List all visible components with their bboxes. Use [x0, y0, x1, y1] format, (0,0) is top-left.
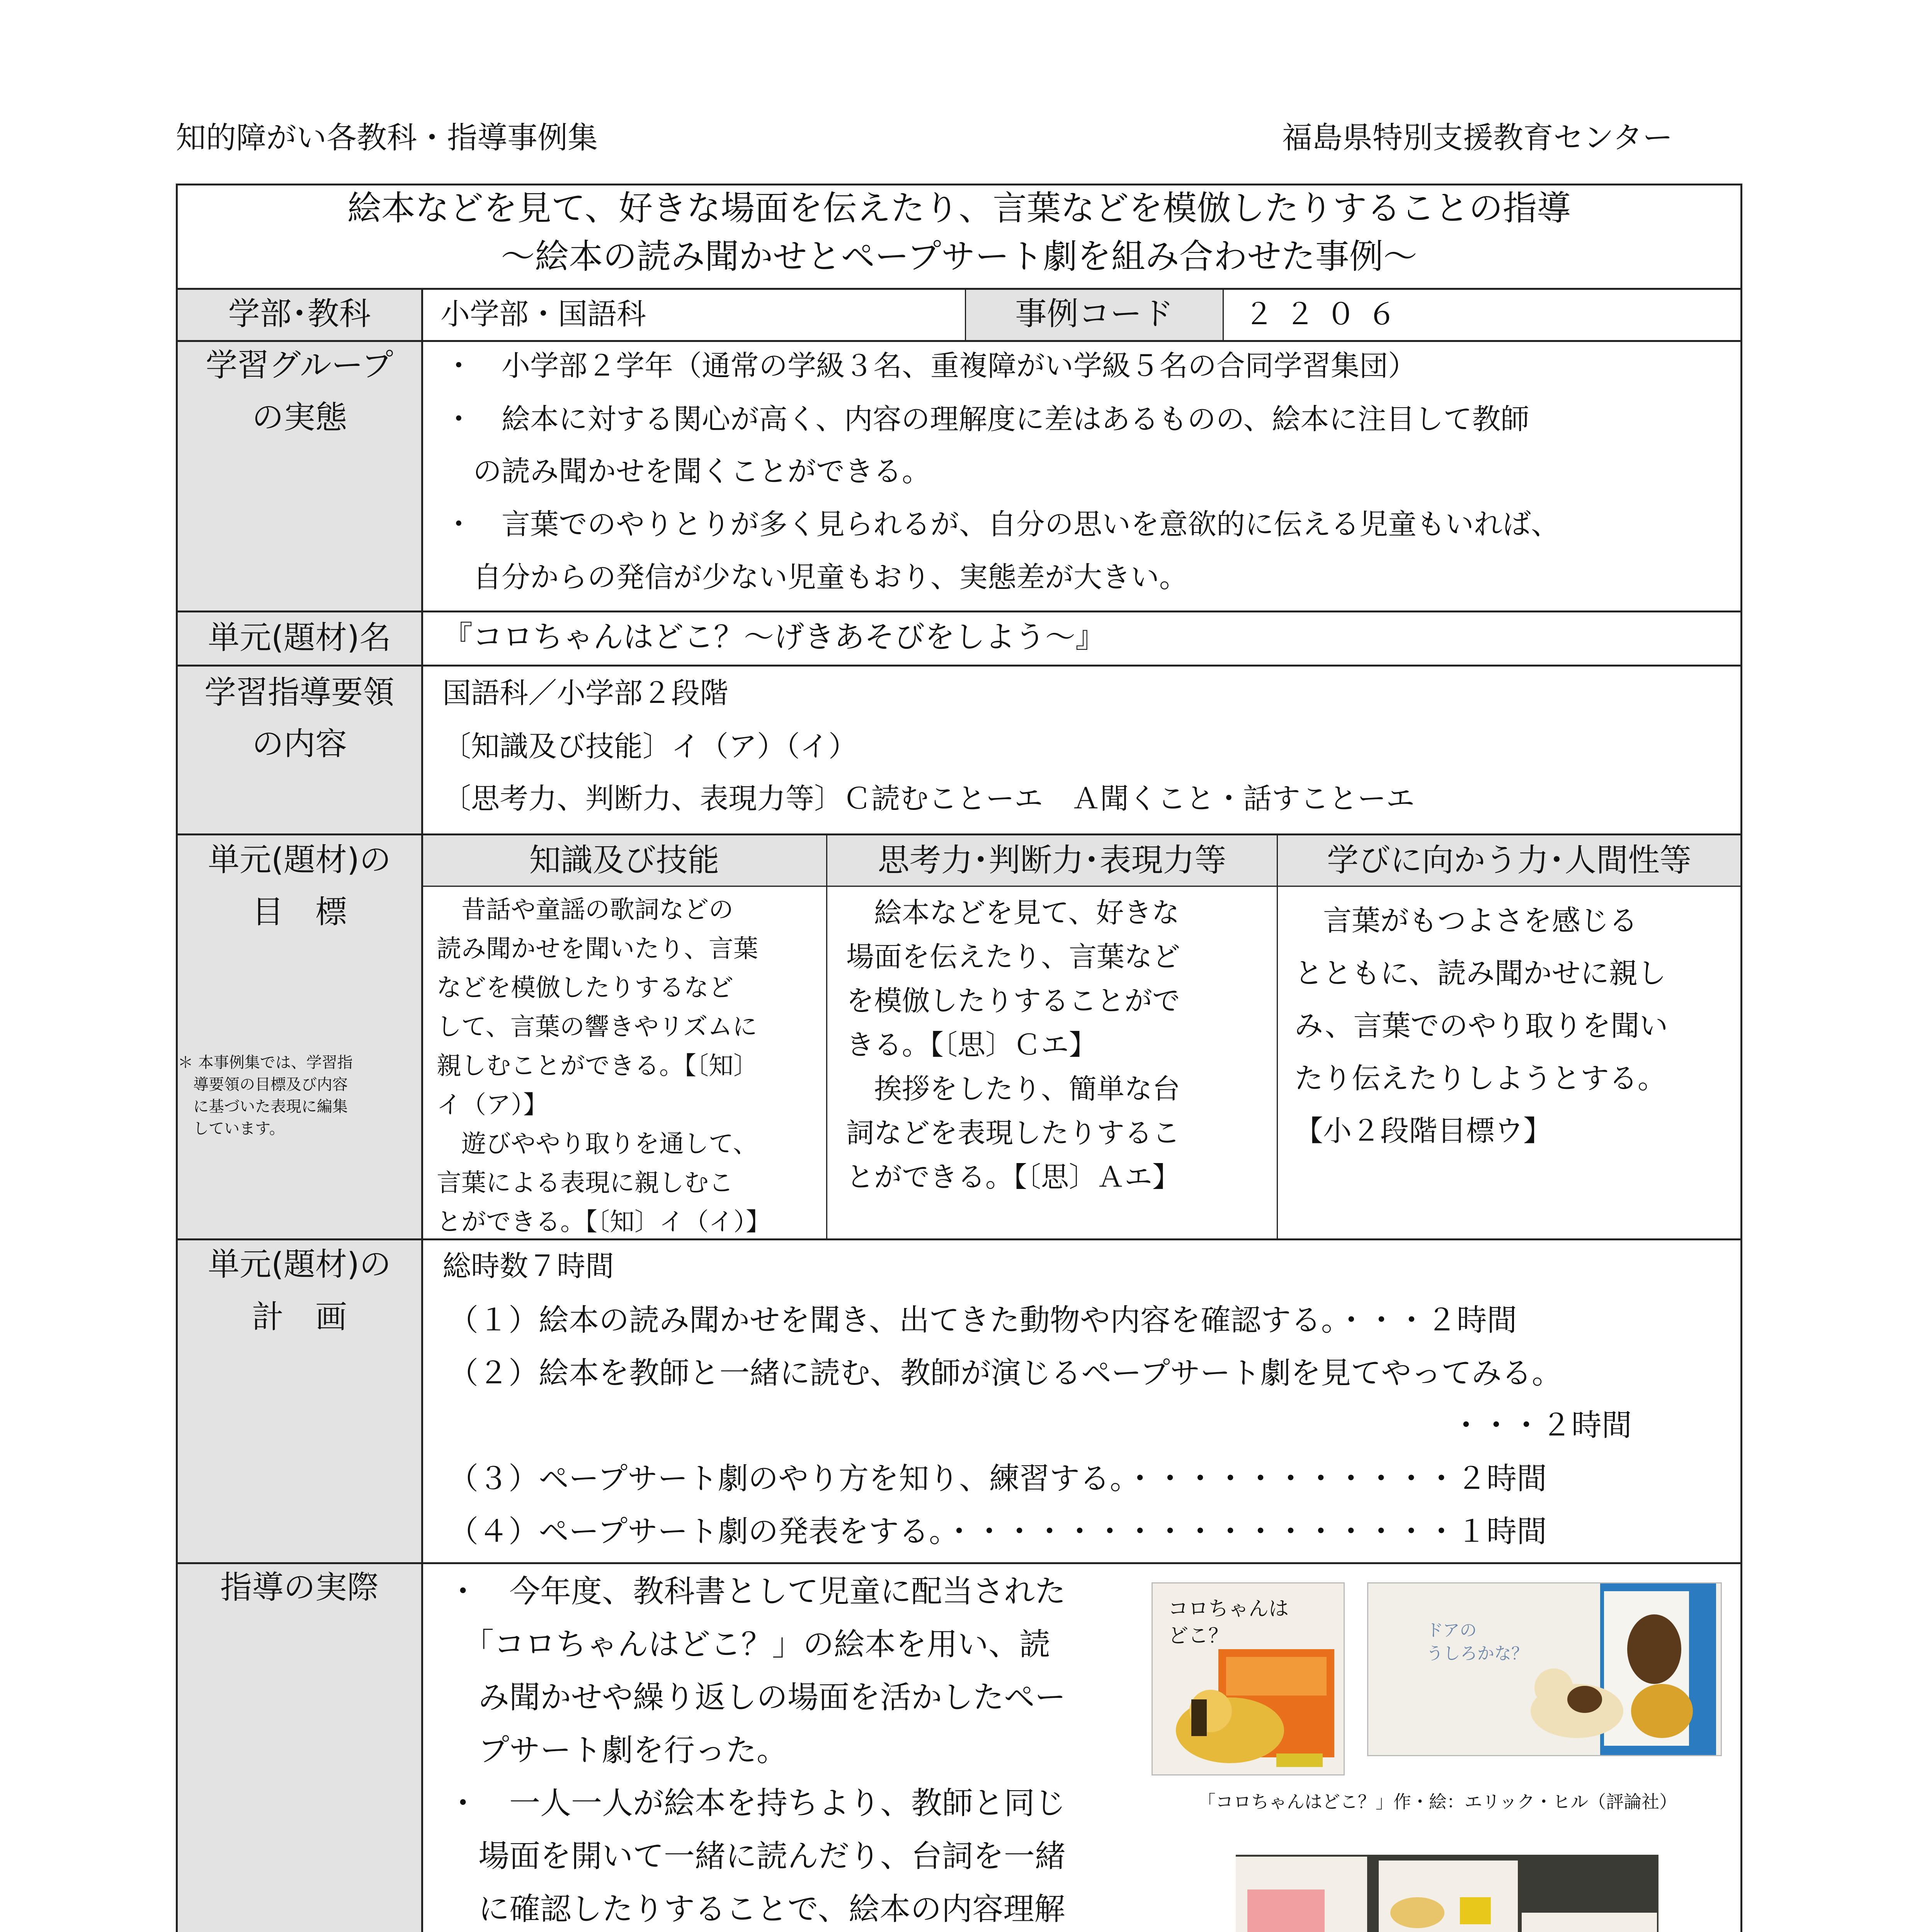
plan-step: （２）絵本を教師と一緒に読む、教師が演じるペープサート劇を見てやってみる。 [448, 1356, 1562, 1391]
plan-step-hours: ・・・２時間 [1451, 1408, 1632, 1443]
book-photo-caption: 「コロちゃんはどこ？」作・絵：エリック・ヒル（評論社） [1197, 1791, 1677, 1812]
guide-line: 〔知識及び技能〕イ（ア）（イ） [442, 730, 857, 763]
lesson-subtitle: ～絵本の読み聞かせとペープサート劇を組み合わせた事例～ [501, 236, 1417, 276]
guide-label-2: の内容 [252, 726, 347, 762]
grid-line [421, 288, 423, 1932]
grid-line [1277, 833, 1278, 1238]
goal-knowledge-text: 昔話や童謡の歌詞などの 読み聞かせを聞いたり、言葉 などを模倣したりするなど して、言葉の響きやリズムに 親しむことができる。【〔知〕 イ（ア）】 遊びややり取りを通して、 言葉による表現に親しむこ とができる。【〔知〕イ（イ）】 [437, 896, 771, 1236]
book-cover-title: コロちゃんは [1168, 1597, 1289, 1621]
grid-line [176, 288, 1742, 290]
book-page-text-2: うしろかな？ [1426, 1644, 1528, 1663]
puppets-illustration [1236, 1855, 1658, 1932]
guide-line: 国語科／小学部２段階 [442, 677, 728, 710]
plan-step: （４）ペープサート劇の発表をする。・・・・・・・・・・・・・・・・・１時間 [448, 1514, 1547, 1549]
practice-label: 指導の実際 [220, 1569, 379, 1606]
lesson-title: 絵本などを見て、好きな場面を伝えたり、言葉などを模倣したりすることの指導 [347, 188, 1571, 228]
goal-header-thinking: 思考力･判断力･表現力等 [878, 842, 1226, 879]
book-page-photo [1367, 1582, 1722, 1756]
puppets-photo [1236, 1855, 1658, 1932]
dept-label: 学部･教科 [228, 296, 371, 332]
group-line: 自分からの発信が少ない児童もおり、実態差が大きい。 [444, 561, 1188, 594]
book-page-text: ドアの [1426, 1621, 1477, 1640]
goal-thinking-text: 絵本などを見て、好きな 場面を伝えたり、言葉など を模倣したりすることがで きる。【〔思〕Ｃエ】 挨拶をしたり、簡単な台 詞などを表現したりするこ とができる。【〔思〕Ａエ】 [846, 896, 1180, 1193]
goal-header-attitude: 学びに向かう力･人間性等 [1327, 842, 1691, 879]
goal-header-knowledge: 知識及び技能 [529, 842, 720, 879]
grid-line [176, 665, 1742, 667]
plan-step: （３）ペープサート劇のやり方を知り、練習する。・・・・・・・・・・・２時間 [448, 1461, 1547, 1496]
unit-name: 『コロちゃんはどこ？～げきあそびをしよう～』 [442, 620, 1106, 655]
plan-step: （１）絵本の読み聞かせを聞き、出てきた動物や内容を確認する。・・・２時間 [448, 1303, 1517, 1338]
guide-label: 学習指導要領 [204, 674, 395, 711]
goals-label: 単元(題材)の [208, 842, 391, 878]
code-value: ２２０６ [1244, 297, 1408, 331]
goal-attitude-text: 言葉がもつよさを感じる とともに、読み聞かせに親し み、言葉でのやり取りを聞い たり伝えたりしようとする。 【小２段階目標ウ】 [1294, 904, 1668, 1148]
grid-line [1223, 288, 1224, 340]
goals-label-2: 目 標 [252, 894, 347, 930]
book-cover-title-2: どこ？ [1168, 1624, 1229, 1648]
practice-text: ・ 今年度、教科書として児童に配当された 「コロちゃんはどこ？」の絵本を用い、読 み聞かせや繰り返しの場面を活かしたペー プサート劇を行った。 ・ 一人一人が絵本を持ちより、教師と同じ 場面を開いて一緒に読んだり、台詞を一緒 に確認したりすることで、絵本の内容理解 [447, 1573, 1066, 1927]
grid-line [176, 833, 1742, 835]
grid-line [176, 1238, 1742, 1240]
grid-line [826, 833, 827, 1238]
plan-total-hours: 総時数７時間 [442, 1250, 614, 1283]
dept-value: 小学部・国語科 [441, 297, 646, 331]
group-label: 学習グループ [206, 347, 393, 384]
organization-name: 福島県特別支援教育センター [1282, 121, 1673, 155]
group-line: ・ 小学部２学年（通常の学級３名、重複障がい学級５名の合同学習集団） [444, 349, 1417, 383]
group-line: ・ 言葉でのやりとりが多く見られるが、自分の思いを意欲的に伝える児童もいれば、 [444, 508, 1560, 541]
book-cover-photo [1152, 1582, 1345, 1776]
goals-footnote: ＊ 本事例集では、学習指 導要領の目標及び内容 に基づいた表現に編集 しています。 [178, 1054, 353, 1138]
plan-label: 単元(題材)の [208, 1246, 391, 1283]
book-page-illustration [1368, 1583, 1722, 1756]
code-label: 事例コード [1015, 296, 1174, 332]
guide-line: 〔思考力、判断力、表現力等〕Ｃ読むことーエ Ａ聞くこと・話すことーエ [442, 782, 1415, 815]
grid-line [176, 340, 1742, 342]
unit-label: 単元(題材)名 [208, 619, 391, 656]
plan-label-2: 計 画 [252, 1299, 347, 1335]
grid-line [421, 886, 1742, 887]
book-cover-illustration [1153, 1583, 1345, 1776]
group-label-2: の実態 [252, 399, 347, 436]
grid-line [176, 1562, 1742, 1564]
collection-title: 知的障がい各教科・指導事例集 [176, 121, 598, 155]
group-line: ・ 絵本に対する関心が高く、内容の理解度に差はあるものの、絵本に注目して教師 [444, 403, 1529, 436]
group-line: の読み聞かせを聞くことができる。 [444, 455, 930, 488]
grid-line [176, 611, 1742, 612]
